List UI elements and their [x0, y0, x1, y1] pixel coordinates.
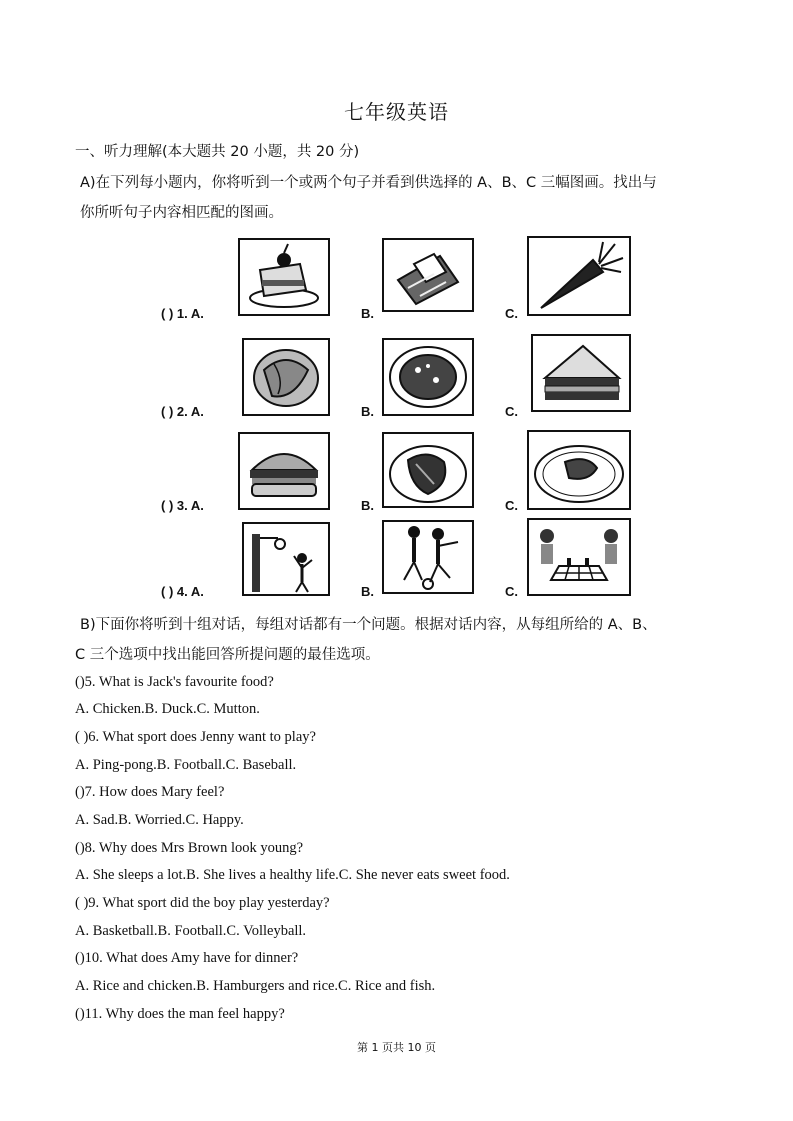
part-b-instruction-line2: C 三个选项中找出能回答所提问题的最佳选项。: [75, 647, 380, 663]
question-11: ()11. Why does the man feel happy?: [75, 1006, 285, 1022]
question-6: ( )6. What sport does Jenny want to play?: [75, 729, 316, 745]
question-7: ()7. How does Mary feel?: [75, 784, 225, 800]
page-footer: 第 1 页共 10 页: [357, 1041, 436, 1054]
basketball-picture: [242, 522, 330, 596]
question-7-options: A. Sad.B. Worried.C. Happy.: [75, 812, 244, 828]
hamburger-picture: [238, 432, 330, 510]
question-3-label: ( ) 3. A.: [161, 498, 204, 513]
option-1c-label: C.: [505, 306, 518, 321]
option-2c-label: C.: [505, 404, 518, 419]
steak-picture: [382, 432, 474, 508]
chess-picture: [527, 518, 631, 596]
option-2b-label: B.: [361, 404, 374, 419]
question-5: ()5. What is Jack's favourite food?: [75, 674, 274, 690]
chocolate-picture: [382, 238, 474, 312]
question-2-label: ( ) 2. A.: [161, 404, 204, 419]
question-5-options: A. Chicken.B. Duck.C. Mutton.: [75, 701, 260, 717]
question-9-options: A. Basketball.B. Football.C. Volleyball.: [75, 923, 307, 939]
question-4-label: ( ) 4. A.: [161, 584, 204, 599]
option-3c-label: C.: [505, 498, 518, 513]
question-8-options: A. She sleeps a lot.B. She lives a healthy life.C. She never eats sweet food.: [75, 867, 510, 883]
question-8: ()8. Why does Mrs Brown look young?: [75, 840, 304, 856]
cake-picture: [238, 238, 330, 316]
option-3b-label: B.: [361, 498, 374, 513]
option-4c-label: C.: [505, 584, 518, 599]
question-6-options: A. Ping-pong.B. Football.C. Baseball.: [75, 757, 297, 773]
section-heading: 一、听力理解(本大题共 20 小题，共 20 分): [75, 144, 360, 160]
pizza-picture: [382, 338, 474, 416]
option-1b-label: B.: [361, 306, 374, 321]
question-1-label: ( ) 1. A.: [161, 306, 204, 321]
football-picture: [382, 520, 474, 594]
part-a-instruction-line2: 你所听句子内容相匹配的图画。: [80, 205, 283, 221]
option-4b-label: B.: [361, 584, 374, 599]
question-9: ( )9. What sport did the boy play yesterday?: [75, 895, 330, 911]
question-10-options: A. Rice and chicken.B. Hamburgers and rice.C. Rice and fish.: [75, 978, 436, 994]
meat-plate-picture: [527, 430, 631, 510]
carrot-picture: [527, 236, 631, 316]
page-title: 七年级英语: [344, 100, 449, 124]
cabbage-picture: [242, 338, 330, 416]
part-a-instruction-line1: A)在下列每小题内，你将听到一个或两个句子并看到供选择的 A、B、C 三幅图画。找出与: [80, 175, 657, 191]
picture-grid: [155, 230, 643, 598]
sandwich-picture: [531, 334, 631, 412]
part-b-instruction-line1: B)下面你将听到十组对话，每组对话都有一个问题。根据对话内容，从每组所给的 A、B、: [80, 617, 657, 633]
question-10: ()10. What does Amy have for dinner?: [75, 950, 299, 966]
